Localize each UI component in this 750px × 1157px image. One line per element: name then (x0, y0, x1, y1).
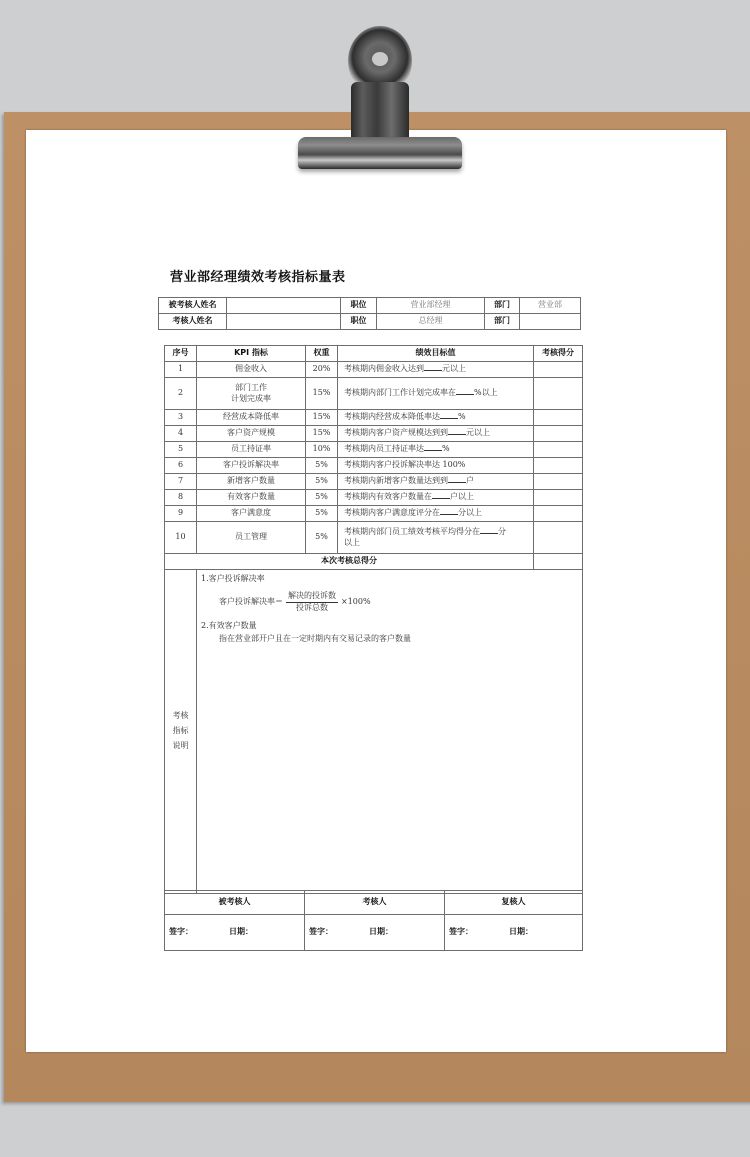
row-score[interactable] (534, 362, 583, 378)
appraisee-dept-value[interactable]: 营业部 (520, 298, 581, 314)
row-kpi (197, 378, 306, 410)
note-item1-title: 1.客户投诉解决率 (201, 574, 265, 583)
date-label: 日期： (369, 927, 393, 937)
row-target (338, 490, 534, 506)
date-label: 日期： (229, 927, 253, 937)
appraisee-position-value[interactable]: 营业部经理 (377, 298, 485, 314)
row-kpi: 经营成本降低率 (197, 410, 306, 426)
target-text: 考核期内部门员工绩效考核平均得分在 (344, 526, 480, 536)
row-kpi: 客户满意度 (197, 506, 306, 522)
row-no: 10 (165, 522, 197, 554)
formula-suffix: ×100% (341, 596, 371, 606)
signoff-signature-row (165, 915, 583, 951)
kpi-header-row (165, 346, 583, 362)
row-target (338, 506, 534, 522)
document-title: 营业部经理绩效考核指标量表 (170, 270, 346, 285)
table-row (165, 442, 583, 458)
sign-label: 签字： (309, 927, 333, 937)
appraiser-position-value[interactable]: 总经理 (377, 314, 485, 330)
row-target (338, 378, 534, 410)
table-row (165, 362, 583, 378)
row-kpi: 员工持证率 (197, 442, 306, 458)
note-item2-desc: 指在营业部开户且在一定时期内有交易记录的客户数量 (219, 634, 411, 644)
row-no: 4 (165, 426, 197, 442)
target-suffix: % (458, 412, 466, 422)
date-label: 日期： (509, 927, 533, 937)
target-suffix: 元以上 (442, 364, 466, 374)
formula-denominator: 投诉总数 (296, 602, 328, 612)
table-row (165, 522, 583, 554)
row-score[interactable] (534, 442, 583, 458)
signoff-table (164, 890, 583, 951)
table-row (165, 458, 583, 474)
row-no: 6 (165, 458, 197, 474)
target-text: 考核期内员工持证率达 (344, 444, 424, 454)
formula-fraction (286, 591, 338, 614)
row-score[interactable] (534, 522, 583, 554)
table-row (165, 506, 583, 522)
row-weight: 15% (306, 410, 338, 426)
fill-blank[interactable] (448, 433, 466, 435)
row-kpi: 新增客户数量 (197, 474, 306, 490)
note-item2-title: 2.有效客户数量 (201, 621, 257, 631)
row-score[interactable] (534, 426, 583, 442)
formula-lhs: 客户投诉解决率＝ (219, 596, 283, 606)
row-target (338, 362, 534, 378)
fill-blank[interactable] (424, 449, 442, 451)
row-target (338, 426, 534, 442)
appraiser-signature-field[interactable] (305, 915, 445, 951)
row-target: 考核期内客户投诉解决率达 100% (338, 458, 534, 474)
target-suffix: 户以上 (450, 492, 474, 502)
clip-hole (372, 52, 388, 66)
clip-bar (298, 137, 462, 169)
target-text: 考核期内有效客户数量在 (344, 492, 432, 502)
target-line2: 以上 (344, 537, 360, 547)
appraisee-name-label: 被考核人姓名 (159, 298, 227, 314)
row-no: 9 (165, 506, 197, 522)
target-text: 考核期内客户资产规模达到到 (344, 428, 448, 438)
row-no: 2 (165, 378, 197, 410)
row-weight: 5% (306, 458, 338, 474)
fill-blank[interactable] (440, 513, 458, 515)
col-header-target: 绩效目标值 (338, 346, 534, 362)
row-kpi: 佣金收入 (197, 362, 306, 378)
table-row (165, 490, 583, 506)
notes-label-line: 说明 (172, 740, 189, 750)
target-text: 考核期内佣金收入达到 (344, 364, 424, 374)
total-score-row (165, 554, 583, 570)
target-text: 考核期内新增客户数量达到到 (344, 476, 448, 486)
appraisee-dept-label: 部门 (485, 298, 520, 314)
notes-label (165, 570, 197, 894)
target-text: 考核期内客户满意度评分在 (344, 508, 440, 518)
row-no: 1 (165, 362, 197, 378)
fill-blank[interactable] (432, 497, 450, 499)
sign-label: 签字： (449, 927, 473, 937)
header-info-table (158, 297, 581, 330)
reviewer-signature-field[interactable] (445, 915, 583, 951)
row-kpi: 员工管理 (197, 522, 306, 554)
row-score[interactable] (534, 378, 583, 410)
kpi-line2: 计划完成率 (231, 393, 271, 403)
header-row-appraiser (159, 314, 581, 330)
header-row-appraisee (159, 298, 581, 314)
row-score[interactable] (534, 506, 583, 522)
row-weight: 5% (306, 490, 338, 506)
row-score[interactable] (534, 410, 583, 426)
target-text: 考核期内经营成本降低率达 (344, 412, 440, 422)
row-weight: 10% (306, 442, 338, 458)
target-suffix: 分以上 (458, 508, 482, 518)
row-kpi: 客户资产规模 (197, 426, 306, 442)
role-appraisee: 被考核人 (165, 891, 305, 915)
row-score[interactable] (534, 474, 583, 490)
total-score-value[interactable] (534, 554, 583, 570)
row-weight: 5% (306, 474, 338, 490)
row-target (338, 474, 534, 490)
fill-blank[interactable] (440, 417, 458, 419)
col-header-weight: 权重 (306, 346, 338, 362)
table-row (165, 378, 583, 410)
clip-neck (351, 82, 409, 144)
row-kpi: 客户投诉解决率 (197, 458, 306, 474)
signoff-roles-row (165, 891, 583, 915)
target-suffix: % (442, 444, 450, 454)
table-row (165, 474, 583, 490)
row-weight: 20% (306, 362, 338, 378)
role-appraiser: 考核人 (305, 891, 445, 915)
target-suffix: 户 (466, 476, 474, 486)
table-row (165, 426, 583, 442)
row-kpi: 有效客户数量 (197, 490, 306, 506)
fill-blank[interactable] (456, 393, 474, 395)
row-weight: 15% (306, 426, 338, 442)
target-suffix: 元以上 (466, 428, 490, 438)
row-score[interactable] (534, 490, 583, 506)
row-target (338, 410, 534, 426)
kpi-line1: 部门工作 (235, 382, 267, 392)
table-row (165, 410, 583, 426)
notes-label-line: 指标 (172, 726, 189, 736)
sign-label: 签字： (169, 927, 193, 937)
appraiser-dept-value[interactable] (520, 314, 581, 330)
appraiser-dept-label: 部门 (485, 314, 520, 330)
fill-blank[interactable] (448, 481, 466, 483)
appraiser-position-label: 职位 (341, 314, 377, 330)
appraiser-name-field[interactable] (227, 314, 341, 330)
row-no: 8 (165, 490, 197, 506)
appraiser-name-label: 考核人姓名 (159, 314, 227, 330)
col-header-no: 序号 (165, 346, 197, 362)
notes-row (165, 570, 583, 894)
row-no: 3 (165, 410, 197, 426)
row-no: 7 (165, 474, 197, 490)
formula (197, 585, 582, 614)
appraisee-name-field[interactable] (227, 298, 341, 314)
notes-label-line: 考核 (172, 711, 189, 721)
row-weight: 5% (306, 522, 338, 554)
appraisee-signature-field[interactable] (165, 915, 305, 951)
row-score[interactable] (534, 458, 583, 474)
col-header-score: 考核得分 (534, 346, 583, 362)
fill-blank[interactable] (424, 369, 442, 371)
total-score-label: 本次考核总得分 (165, 554, 534, 570)
target-suffix: 分 (498, 526, 506, 536)
role-reviewer: 复核人 (445, 891, 583, 915)
notes-content (197, 570, 583, 894)
row-target (338, 442, 534, 458)
binder-clip-icon (296, 24, 466, 174)
col-header-kpi: KPI 指标 (197, 346, 306, 362)
fill-blank[interactable] (480, 532, 498, 534)
row-weight: 15% (306, 378, 338, 410)
row-target (338, 522, 534, 554)
formula-numerator: 解决的投诉数 (286, 591, 338, 603)
target-text: 考核期内部门工作计划完成率在 (344, 388, 456, 398)
row-no: 5 (165, 442, 197, 458)
row-weight: 5% (306, 506, 338, 522)
appraisee-position-label: 职位 (341, 298, 377, 314)
kpi-table (164, 345, 583, 894)
target-suffix: %以上 (474, 388, 498, 398)
